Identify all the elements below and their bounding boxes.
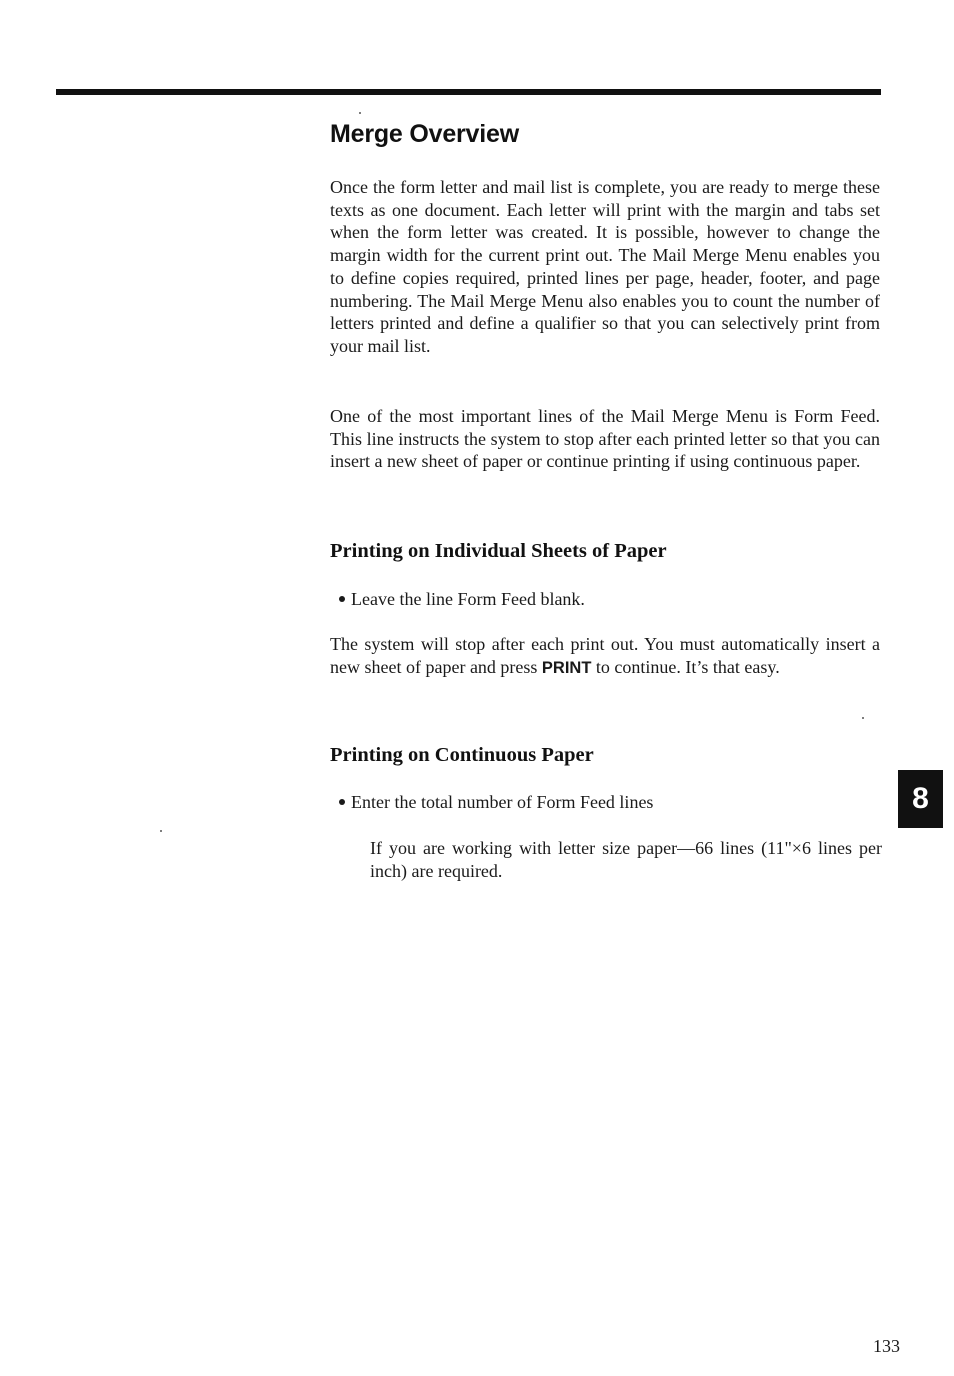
paragraph-text: to continue. It’s that easy.: [591, 656, 780, 677]
print-key-label: PRINT: [541, 658, 592, 677]
bullet-text: Enter the total number of Form Feed lines: [351, 792, 654, 812]
bullet-item-leave-form-feed: [339, 588, 585, 611]
page-number: 133: [873, 1336, 900, 1356]
scan-speck: [160, 830, 162, 832]
scan-speck: [862, 717, 864, 719]
intro-paragraph-1: Once the form letter and mail list is complete, you are ready to merge these texts as one document. Each letter will print with the margin and tabs set when the form letter was created. It is possible, however to change the margin width for the current print out. The Mail Merge Menu enables you to define copies required, printed lines per page, header, footer, and page numbering. The Mail Merge Menu also enables you to count the number of letters printed and define a qualifier so that you can selectively print from your mail list.: [330, 177, 880, 356]
top-rule: [56, 89, 881, 95]
bullet-icon: [339, 596, 345, 602]
section-heading-continuous-paper: Printing on Continuous Paper: [330, 744, 594, 766]
intro-paragraph-2: One of the most important lines of the Mail Merge Menu is Form Feed. This line instructs the system to stop after each printed letter so that you can insert a new sheet of paper or continue printing if using continuous paper.: [330, 406, 880, 472]
bullet-text: Leave the line Form Feed blank.: [351, 589, 585, 609]
bullet-icon: [339, 799, 345, 805]
bullet-item-enter-form-feed: [339, 791, 653, 814]
individual-sheets-paragraph: [330, 633, 880, 679]
scan-speck: [359, 112, 361, 114]
paragraph-text: The system will stop after each print out. You must automatically insert a new sheet of paper and press: [330, 634, 880, 677]
chapter-tab: 8: [898, 770, 943, 828]
page-title: Merge Overview: [330, 120, 519, 148]
continuous-paper-note: If you are working with letter size paper—66 lines (11"×6 lines per inch) are required.: [370, 838, 882, 881]
section-heading-individual-sheets: Printing on Individual Sheets of Paper: [330, 540, 667, 562]
